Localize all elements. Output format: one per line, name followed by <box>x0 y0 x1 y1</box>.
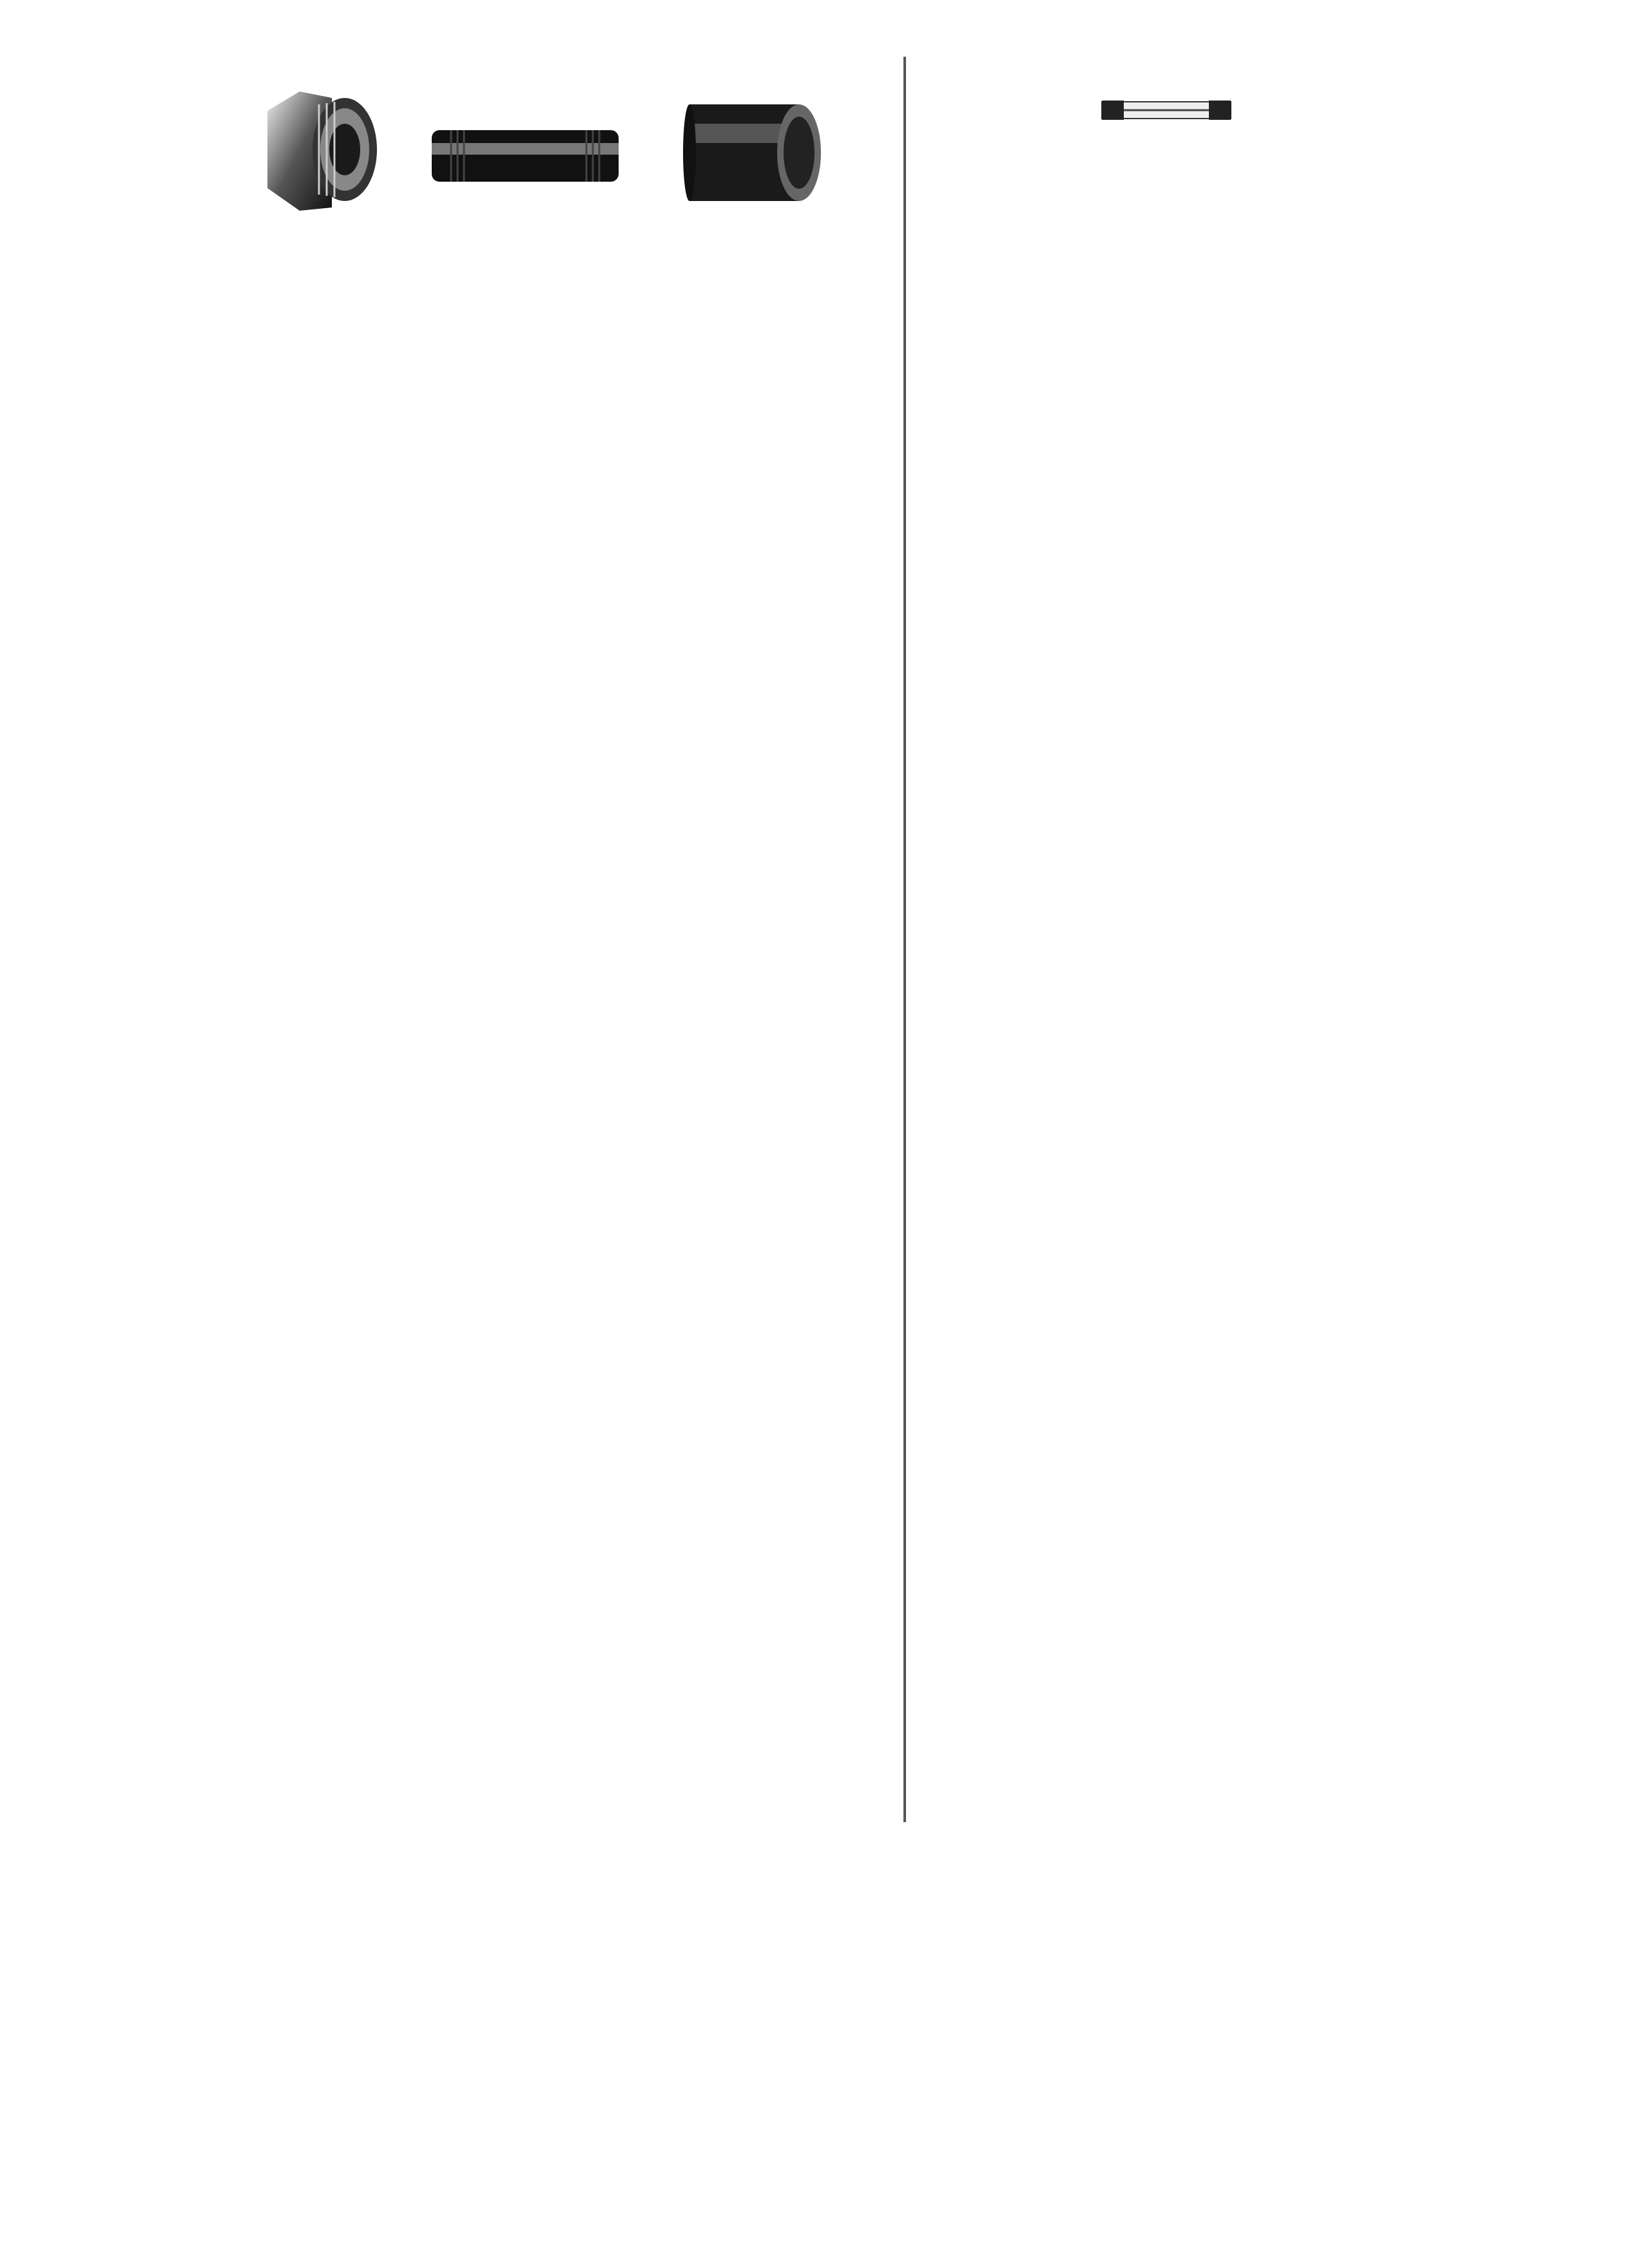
left-column <box>255 59 815 317</box>
fuse-icon <box>1092 90 1240 129</box>
nipple-photo <box>425 117 625 195</box>
nipple-table-header <box>255 240 815 317</box>
fuse-photo <box>899 90 1434 132</box>
column-divider <box>903 57 906 1822</box>
pipe-fittings-photos <box>255 79 815 227</box>
reducing-bushing-photo <box>255 85 383 214</box>
right-column <box>899 55 1434 164</box>
coupling-photo <box>683 91 825 214</box>
